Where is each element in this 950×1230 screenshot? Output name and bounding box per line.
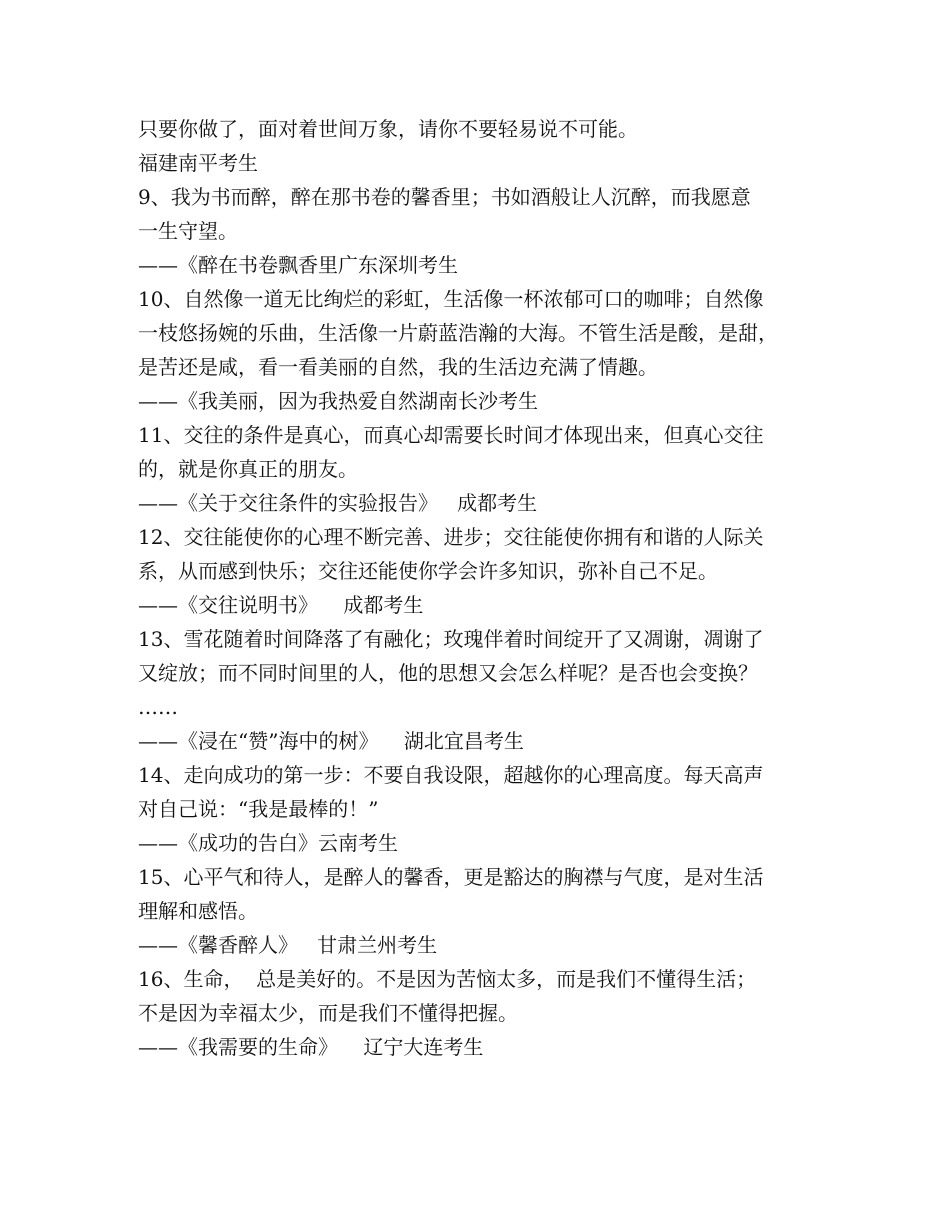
text-line: 一生守望。 bbox=[138, 219, 238, 243]
document-body bbox=[138, 112, 828, 1064]
text-line: 又绽放；而不同时间里的人，他的思想又会怎么样呢？是否也会变换？ bbox=[138, 661, 758, 685]
text-line: 是苦还是咸，看一看美丽的自然，我的生活边充满了情趣。 bbox=[138, 355, 658, 379]
text-line: ——《成功的告白》云南考生 bbox=[138, 831, 398, 855]
text-line: 11、交往的条件是真心，而真心却需要长时间才体现出来，但真心交往 bbox=[138, 423, 764, 447]
text-line: 只要你做了，面对着世间万象，请你不要轻易说不可能。 bbox=[138, 117, 638, 141]
text-line: 理解和感悟。 bbox=[138, 899, 258, 923]
text-line: 12、交往能使你的心理不断完善、进步；交往能使你拥有和谐的人际关 bbox=[138, 525, 764, 549]
text-line: 16、生命， 总是美好的。不是因为苦恼太多，而是我们不懂得生活； bbox=[138, 967, 757, 991]
text-line: 10、自然像一道无比绚烂的彩虹，生活像一杯浓郁可口的咖啡；自然像 bbox=[138, 287, 764, 311]
text-line: 的，就是你真正的朋友。 bbox=[138, 457, 358, 481]
text-line: 9、我为书而醉，醉在那书卷的馨香里；书如酒般让人沉醉，而我愿意 bbox=[138, 185, 751, 209]
text-line: …… bbox=[138, 695, 178, 719]
text-line: ——《交往说明书》 成都考生 bbox=[138, 593, 424, 617]
text-line: ——《醉在书卷飘香里广东深圳考生 bbox=[138, 253, 458, 277]
text-line: 不是因为幸福太少，而是我们不懂得把握。 bbox=[138, 1001, 518, 1025]
text-line: 对自己说：“我是最棒的！” bbox=[138, 797, 379, 821]
text-line: ——《馨香醉人》 甘肃兰州考生 bbox=[138, 933, 438, 957]
text-line: 福建南平考生 bbox=[138, 151, 258, 175]
text-line: ——《我需要的生命》 辽宁大连考生 bbox=[138, 1035, 484, 1059]
text-line: 13、雪花随着时间降落了有融化；玫瑰伴着时间绽开了又凋谢，凋谢了 bbox=[138, 627, 764, 651]
text-line: ——《浸在“赞”海中的树》 湖北宜昌考生 bbox=[138, 729, 524, 753]
text-line: 一枝悠扬婉的乐曲，生活像一片蔚蓝浩瀚的大海。不管生活是酸，是甜， bbox=[138, 321, 778, 345]
text-line: 系，从而感到快乐；交往还能使你学会许多知识，弥补自己不足。 bbox=[138, 559, 718, 583]
text-line: ——《关于交往条件的实验报告》 成都考生 bbox=[138, 491, 538, 515]
text-line: ——《我美丽，因为我热爱自然湖南长沙考生 bbox=[138, 389, 538, 413]
text-line: 14、走向成功的第一步：不要自我设限，超越你的心理高度。每天高声 bbox=[138, 763, 764, 787]
text-line: 15、心平气和待人，是醉人的馨香，更是豁达的胸襟与气度，是对生活 bbox=[138, 865, 764, 889]
